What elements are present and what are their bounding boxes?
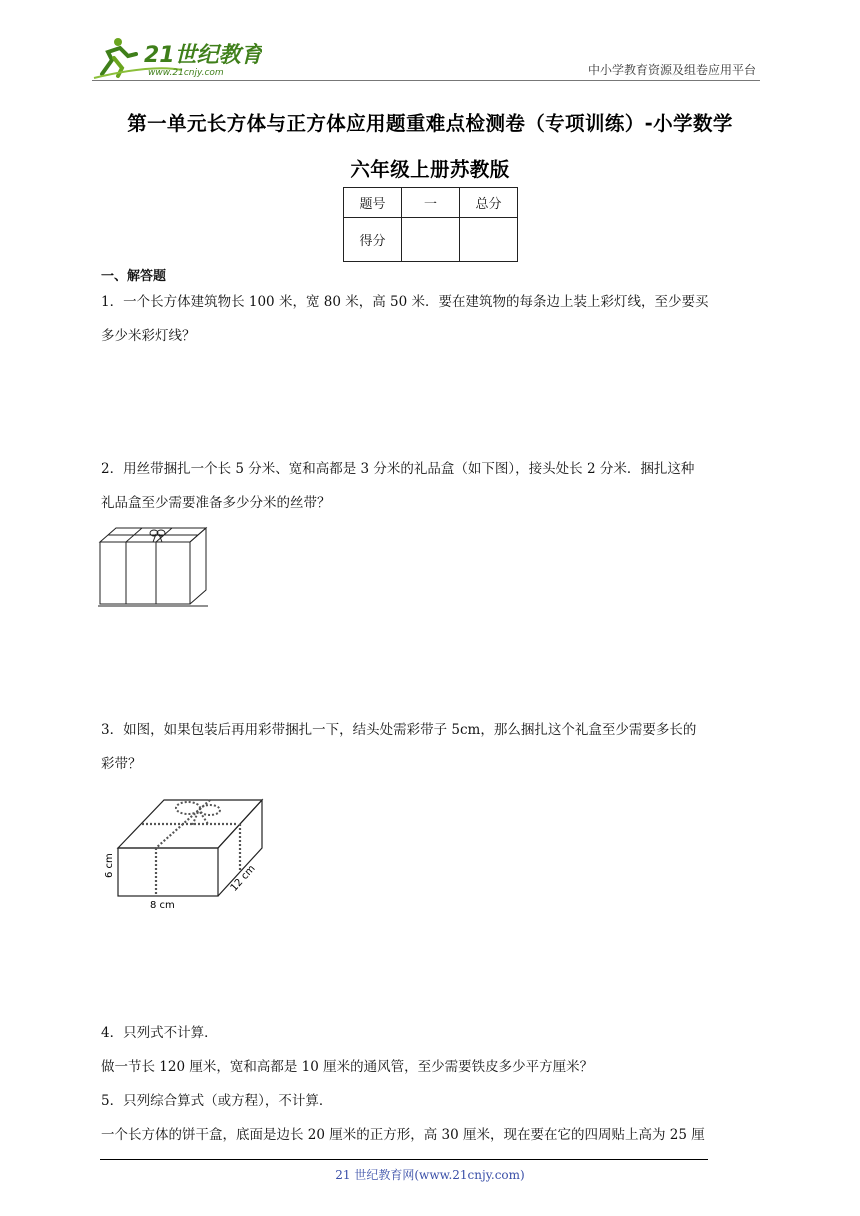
score-cell: 总分	[460, 188, 518, 218]
svg-text:12 cm: 12 cm	[228, 863, 258, 894]
question-text: 做一节长 120 厘米，宽和高都是 10 厘米的通风管，至少需要铁皮多少平方厘米？	[101, 1059, 594, 1075]
section-title: 一、解答题	[101, 269, 167, 284]
ribboned-box-figure	[98, 792, 278, 916]
question-text: 1．一个长方体建筑物长 100 米，宽 80 米，高 50 米．要在建筑物的每条边上装上彩灯线，至少要买	[101, 294, 709, 310]
svg-text:www.21cnjy.com: www.21cnjy.com	[148, 68, 224, 78]
score-cell: 题号	[344, 188, 402, 218]
page-title-line1: 第一单元长方体与正方体应用题重难点检测卷（专项训练）-小学数学	[127, 112, 733, 135]
logo	[92, 34, 262, 80]
question-text: 彩带？	[101, 756, 142, 772]
bow-icon	[176, 802, 220, 826]
platform-name: 中小学教育资源及组卷应用平台	[587, 63, 756, 77]
page-title-line2: 六年级上册苏教版	[350, 158, 510, 181]
question-text: 3．如图，如果包装后再用彩带捆扎一下，结头处需彩带子 5cm，那么捆扎这个礼盒至少需要多长的	[101, 722, 697, 738]
score-cell: 得分	[344, 218, 402, 262]
header-divider	[92, 80, 760, 81]
gift-box-figure	[98, 524, 210, 612]
question-text: 2．用丝带捆扎一个长 5 分米、宽和高都是 3 分米的礼品盒（如下图），接头处长 2 分米．捆扎这种	[101, 461, 695, 477]
svg-text:8 cm: 8 cm	[150, 900, 175, 911]
footer-link[interactable]: 21 世纪教育网(www.21cnjy.com)	[335, 1168, 525, 1182]
question-3	[101, 713, 761, 781]
question-text: 4．只列式不计算．	[101, 1025, 218, 1041]
question-5	[101, 1084, 761, 1152]
question-text: 一个长方体的饼干盒，底面是边长 20 厘米的正方形，高 30 厘米，现在要在它的四周贴上高为 25 厘	[101, 1127, 705, 1143]
question-4	[101, 1016, 761, 1084]
score-table	[343, 187, 518, 262]
score-table-score-row	[344, 218, 518, 262]
question-text: 5．只列综合算式（或方程），不计算．	[101, 1093, 333, 1109]
footer-divider	[100, 1159, 708, 1160]
score-input-cell[interactable]	[460, 218, 518, 262]
svg-text:6 cm: 6 cm	[104, 853, 115, 878]
score-cell: 一	[402, 188, 460, 218]
question-2	[101, 452, 761, 520]
score-input-cell[interactable]	[402, 218, 460, 262]
question-1	[101, 285, 761, 353]
question-text: 多少米彩灯线？	[101, 328, 196, 344]
svg-text:21世纪教育: 21世纪教育	[144, 43, 262, 68]
question-text: 礼品盒至少需要准备多少分米的丝带？	[101, 495, 331, 511]
score-table-header-row	[344, 188, 518, 218]
